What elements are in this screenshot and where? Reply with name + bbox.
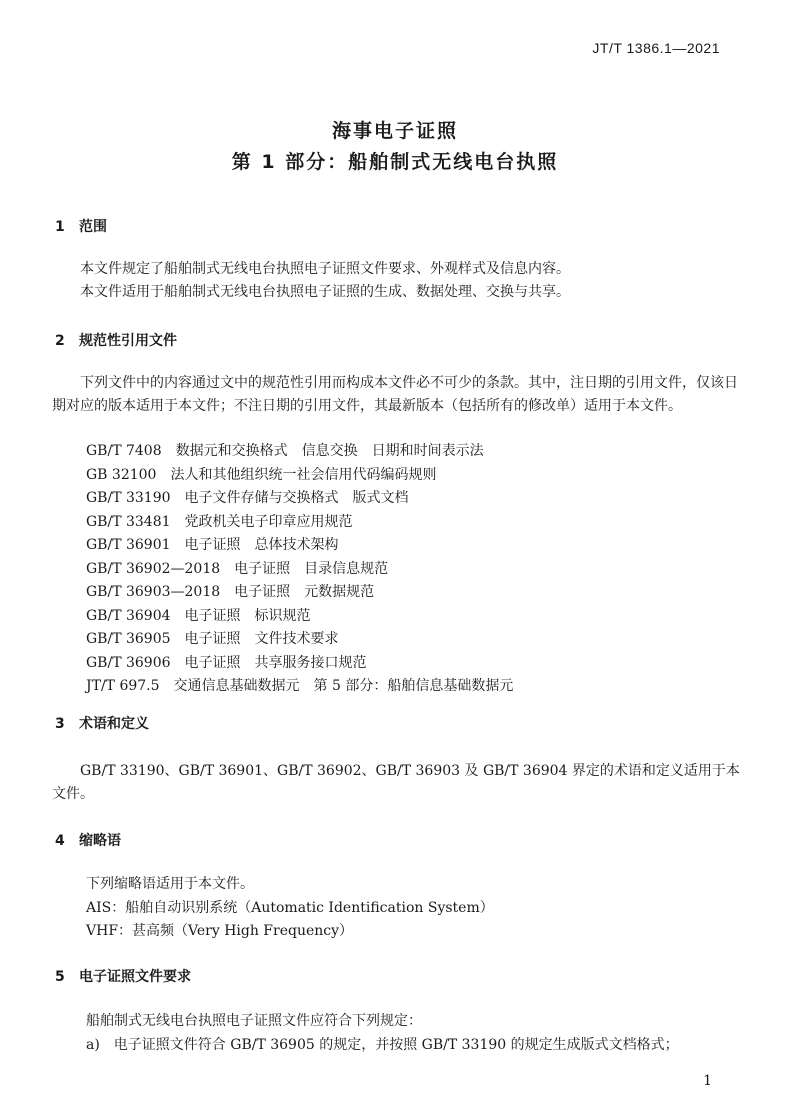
reference-item: GB 32100 法人和其他组织统一社会信用代码编码规则: [86, 466, 437, 483]
section-number: 1: [55, 219, 65, 235]
paragraph: 下列文件中的内容通过文中的规范性引用而构成本文件必不可少的条款。其中，注日期的引用文件，仅该日期对应的版本适用于本文件；不注日期的引用文件，其最新版本（包括所有的修改单）适用于本文件。: [52, 375, 738, 414]
normative-references-list: [86, 440, 513, 699]
reference-item: GB/T 36904 电子证照 标识规范: [86, 607, 311, 624]
section-5-heading: [55, 966, 191, 986]
section-number: 5: [55, 969, 65, 985]
reference-item: GB/T 33481 党政机关电子印章应用规范: [86, 513, 353, 530]
requirement-item: a) 电子证照文件符合 GB/T 36905 的规定，并按照 GB/T 33190 的规定生成版式文档格式；: [86, 1036, 679, 1053]
section-1-heading: [55, 216, 107, 236]
section-number: 4: [55, 833, 65, 849]
list-intro: 船舶制式无线电台执照电子证照文件应符合下列规定：: [86, 1013, 422, 1029]
list-intro: 下列缩略语适用于本文件。: [86, 876, 254, 892]
paragraph: 本文件适用于船舶制式无线电台执照电子证照的生成、数据处理、交换与共享。: [80, 284, 570, 300]
section-5-body: [86, 1010, 679, 1057]
section-title: 缩略语: [79, 833, 121, 849]
reference-item: GB/T 36906 电子证照 共享服务接口规范: [86, 654, 367, 671]
reference-item: GB/T 33190 电子文件存储与交换格式 版式文档: [86, 490, 409, 506]
reference-item: GB/T 7408 数据元和交换格式 信息交换 日期和时间表示法: [86, 443, 484, 459]
reference-item: GB/T 36901 电子证照 总体技术架构: [86, 537, 339, 553]
paragraph: GB/T 33190、GB/T 36901、GB/T 36902、GB/T 36903 及 GB/T 36904 界定的术语和定义适用于本文件。: [52, 763, 740, 802]
section-3-body: [52, 760, 742, 806]
section-3-heading: [55, 713, 149, 733]
section-2-intro: [52, 372, 742, 418]
abbreviation-item: VHF：甚高频（Very High Frequency）: [86, 923, 354, 939]
section-title: 规范性引用文件: [79, 333, 177, 349]
abbreviations-list: [86, 873, 494, 944]
reference-item: GB/T 36905 电子证照 文件技术要求: [86, 631, 339, 647]
section-title: 范围: [79, 219, 107, 235]
section-title: 术语和定义: [79, 716, 149, 732]
reference-item: GB/T 36903—2018 电子证照 元数据规范: [86, 584, 375, 600]
abbreviation-item: AIS：船舶自动识别系统（Automatic Identification System）: [86, 899, 494, 916]
paragraph: 本文件规定了船舶制式无线电台执照电子证照文件要求、外观样式及信息内容。: [80, 261, 570, 277]
section-2-heading: [55, 330, 177, 350]
section-title: 电子证照文件要求: [79, 969, 191, 985]
section-number: 3: [55, 716, 65, 732]
section-number: 2: [55, 333, 65, 349]
document-subtitle: 第 1 部分：船舶制式无线电台执照: [231, 151, 559, 173]
section-1-body: [52, 258, 742, 304]
reference-item: GB/T 36902—2018 电子证照 目录信息规范: [86, 560, 389, 577]
reference-item: JT/T 697.5 交通信息基础数据元 第 5 部分：船舶信息基础数据元: [86, 678, 514, 694]
page-number: 1: [703, 1073, 712, 1089]
standard-code: JT/T 1386.1—2021: [592, 40, 720, 56]
section-4-heading: [55, 830, 121, 850]
document-title: 海事电子证照: [331, 120, 458, 142]
